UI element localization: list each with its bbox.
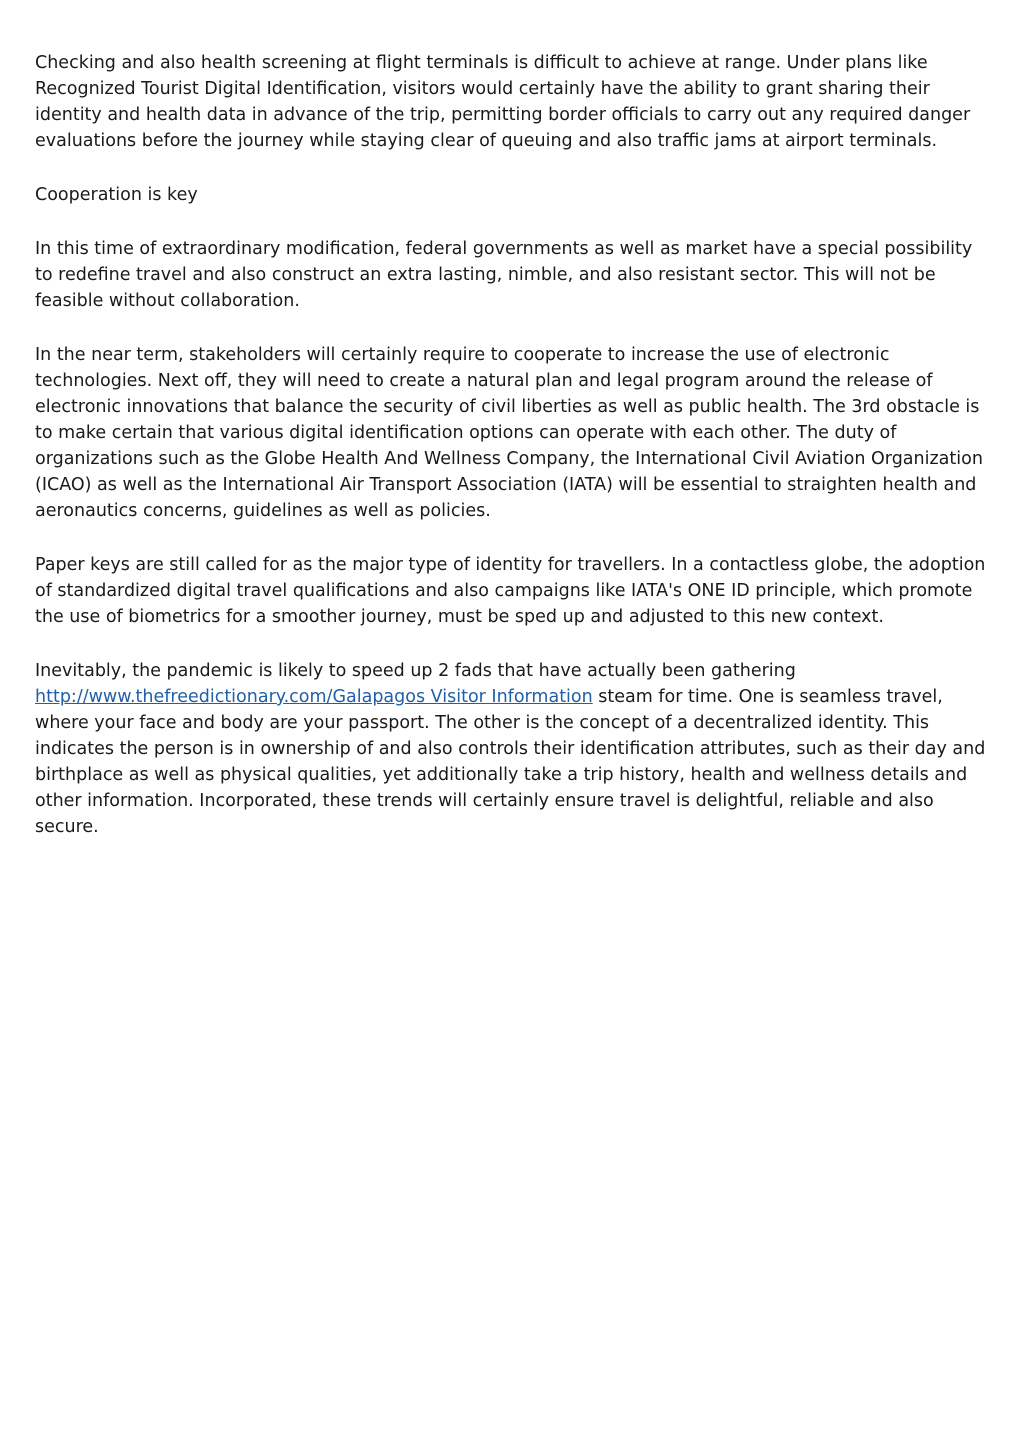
paragraph-screening: Checking and also health screening at flight terminals is difficult to achieve at range. Under plans like Recognized Tourist Digital Identification, visitors would certainly have the ability to grant sharing their identity and health data in advance of the trip, permitting border officials to carry out any required danger evaluations before the journey while staying clear of queuing and also traffic jams at airport terminals. (35, 53, 971, 151)
section-heading-cooperation: Cooperation is key (35, 185, 198, 205)
paragraph-collaboration: In this time of extraordinary modification, federal governments as well as market have a special possibility to redefine travel and also construct an extra lasting, nimble, and also resistant sector. This will not be feasible without collaboration. (35, 239, 973, 311)
pandemic-text-start: Inevitably, the pandemic is likely to speed up 2 fads that have actually been gathering (35, 661, 796, 681)
paragraph-stakeholders: In the near term, stakeholders will certainly require to cooperate to increase the use of electronic technologies. Next off, they will need to create a natural plan and legal program around the release of electronic innovations that balance the security of civil liberties as well as public health. The 3rd obstacle is to make certain that various digital identification options can operate with each other. The duty of organizations such as the Globe Health And Wellness Company, the International Civil Aviation Organization (ICAO) as well as the International Air Transport Association (IATA) will be essential to straighten health and aeronautics concerns, guidelines as well as policies. (35, 345, 983, 521)
paragraph-pandemic-trends (35, 658, 995, 840)
pandemic-text-end: steam for time. One is seamless travel, where your face and body are your passport. The other is the concept of a decentralized identity. This indicates the person is in ownership of and also controls their identification attributes, such as their day and birthplace as well as physical qualities, yet additionally take a trip history, health and wellness details and other information. Incorporated, these trends will certainly ensure travel is delightful, reliable and also secure. (35, 687, 986, 837)
galapagos-visitor-information-link[interactable]: http://www.thefreedictionary.com/Galapagos Visitor Information (35, 687, 593, 707)
document-body (35, 50, 995, 868)
paragraph-paper-keys: Paper keys are still called for as the major type of identity for travellers. In a contactless globe, the adoption of standardized digital travel qualifications and also campaigns like IATA's ONE ID principle, which promote the use of biometrics for a smoother journey, must be sped up and adjusted to this new context. (35, 555, 986, 627)
